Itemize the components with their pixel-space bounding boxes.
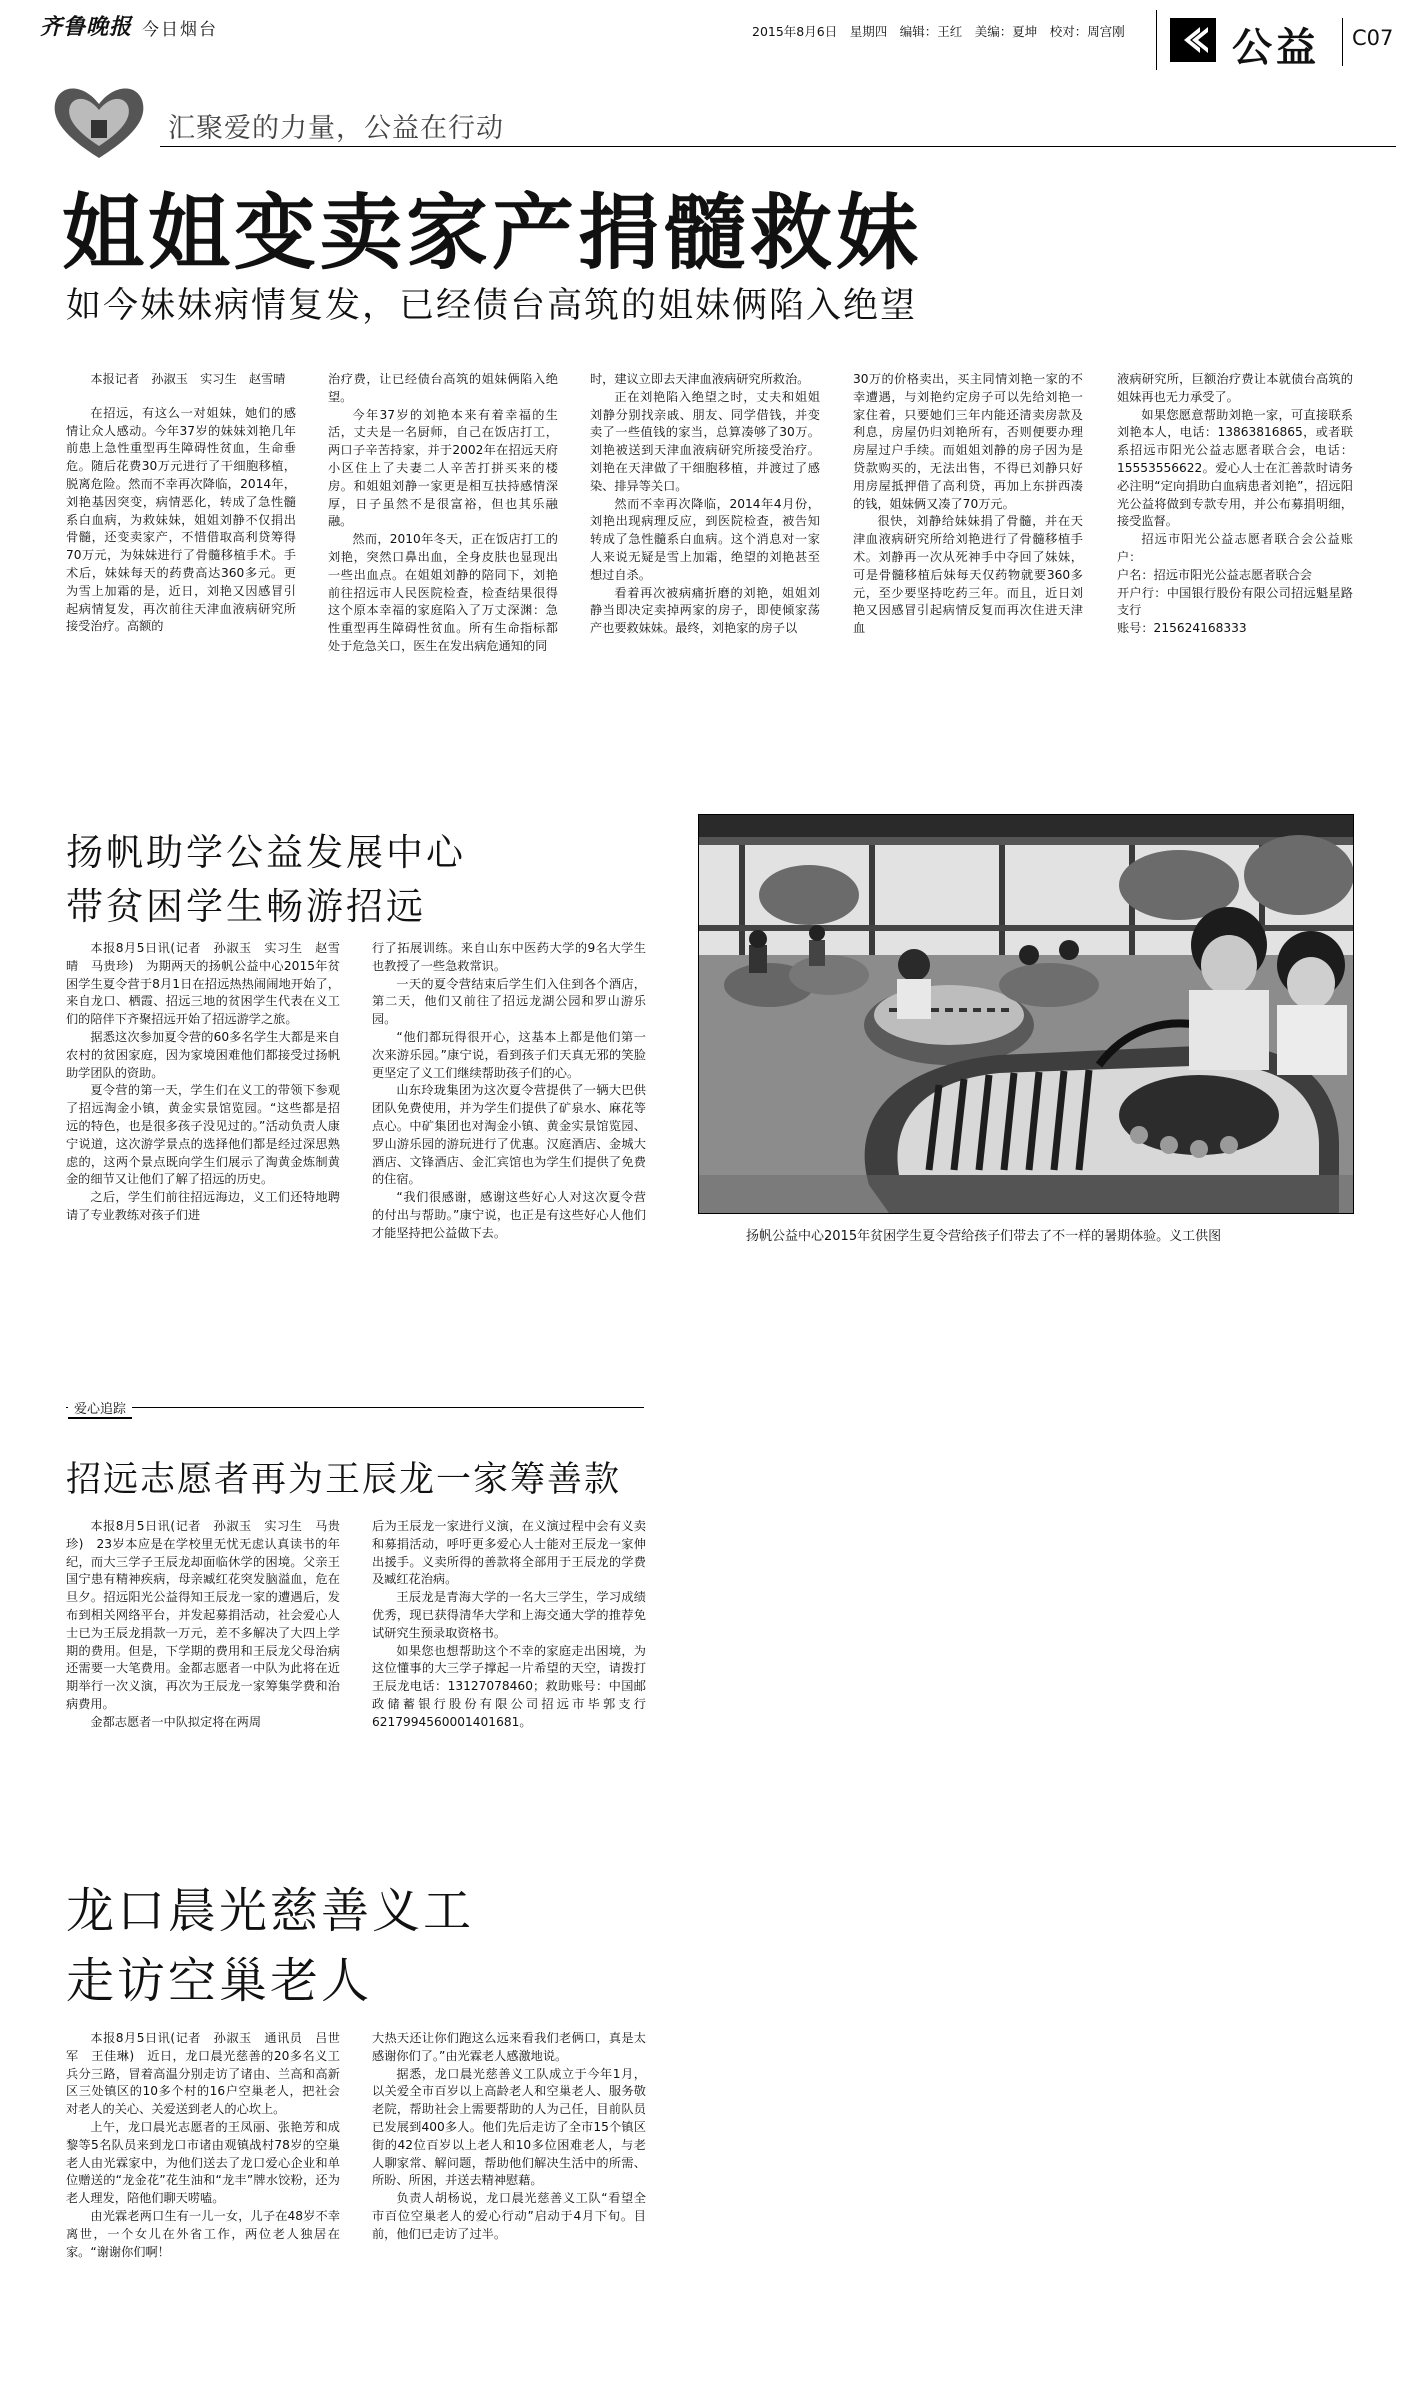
- article4-headline-line1: 龙口晨光慈善义工: [66, 1883, 475, 1939]
- article2-headline-line2: 带贫困学生畅游招远: [66, 885, 426, 928]
- article3-paragraph: 后为王辰龙一家进行义演，在义演过程中会有义卖和募捐活动，呼吁更多爱心人士能对王辰龙一家伸出援手。义卖所得的善款将全部用于王辰龙的学费及臧红花治病。: [372, 1519, 646, 1587]
- article4-paragraph: 本报8月5日讯(记者 孙淑玉 通讯员 吕世军 王佳琳) 近日，龙口晨光慈善的20多名义工兵分三路，冒着高温分别走访了诸由、兰高和高新区三处镇区的10多个村的16户空巢老人，把社会对老人的关心、关爱送到老人的心坎上。: [66, 2031, 340, 2117]
- article1-paragraph: 很快，刘静给妹妹捐了骨髓，并在天津血液病研究所给刘艳进行了骨髓移植手术。刘静再一次从死神手中夺回了妹妹，可是骨髓移植后妹每天仅药物就要360多元，至少要坚持吃药三年。而且，近日刘艳又因感冒引起病情反复而再次住进天津血: [853, 514, 1083, 636]
- article1-account-line: 户名：招远市阳光公益志愿者联合会: [1117, 567, 1312, 582]
- article1-paragraph: 30万的价格卖出，买主同情刘艳一家的不幸遭遇，与刘艳约定房子可以先给刘艳一家住着，只要她们三年内能还清卖房款及利息，房屋仍归刘艳所有，否则便要办理房屋过户手续。而姐姐刘静的房子因为是贷款购买的，无法出售，不得已刘静只好用房屋抵押借了高利贷，再加上东拼西凑的钱，姐妹俩又凑了70万元。: [853, 372, 1083, 511]
- article4-paragraph: 据悉，龙口晨光慈善义工队成立于今年1月，以关爱全市百岁以上高龄老人和空巢老人、服务敬老院，帮助社会上需要帮助的人为己任，目前队员已发展到400多人。他们先后走访了全市15个镇区街的42位百岁以上老人和10多位困难老人，与老人聊家常、解问题，帮助他们解决生活中的所需、所盼、所困，并送去精神慰藉。: [372, 2066, 646, 2188]
- masthead-section-title: 今日烟台: [142, 20, 218, 40]
- article1-account-line: 开户行：中国银行股份有限公司招远魁星路支行: [1117, 585, 1353, 618]
- article3-paragraph: 金都志愿者一中队拟定将在两周: [90, 1714, 262, 1729]
- article1-paragraph: 正在刘艳陷入绝望之时，丈夫和姐姐刘静分别找亲戚、朋友、同学借钱，并变卖了一些值钱的家当，总算凑够了30万。刘艳被送到天津血液病研究所接受治疗。刘艳在天津做了干细胞移植，并渡过了感染、排异等关口。: [590, 389, 820, 493]
- article3-column-1: [66, 1518, 340, 1838]
- article1-paragraph: 治疗费，让已经债台高筑的姐妹俩陷入绝望。: [328, 372, 558, 404]
- article1-column-1: [66, 371, 296, 771]
- article1-subheadline: 如今妹妹病情复发，已经债台高筑的姐妹俩陷入绝望: [66, 286, 918, 326]
- article2-paragraph: 夏令营的第一天，学生们在义工的带领下参观了招远淘金小镇，黄金实景馆览园。“这些都是招远的特色，也是很多孩子没见过的。”活动负责人康宁说道，这次游学景点的选择他们都是经过深思熟虑的，这两个景点既向学生们展示了淘黄金炼制黄金的细节又让他们了解了招远的历史。: [66, 1083, 340, 1187]
- slogan: 汇聚爱的力量，公益在行动: [168, 113, 504, 144]
- article3-paragraph: 如果您也想帮助这个不幸的家庭走出困境，为这位懂事的大三学子撑起一片希望的天空，请拨打王辰龙电话：13127078460；救助账号：中国邮政储蓄银行股份有限公司招远市毕郭支行6217994560001401681。: [372, 1643, 646, 1729]
- article2-paragraph: “我们很感谢，感谢这些好心人对这次夏令营的付出与帮助。”康宁说，也正是有这些好心人他们才能坚持把公益做下去。: [372, 1190, 646, 1240]
- article1-paragraph: 在招远，有这么一对姐妹，她们的感情让众人感动。今年37岁的妹妹刘艳几年前患上急性重型再生障碍性贫血，生命垂危。随后花费30万元进行了干细胞移植，脱离危险。然而不幸再次降临，2014年，刘艳基因突变，病情恶化，转成了急性髓系白血病，为救妹妹，姐姐刘静不仅捐出骨髓，还变卖家产，不惜借取高利贷筹得70万元，为妹妹进行了骨髓移植手术。手术后，妹妹每天的药费高达360多元。更为雪上加霜的是，近日，刘艳又因感冒引起病情复发，再次前往天津血液病研究所接受治疗。高额的: [66, 405, 296, 634]
- article4-headline-line2: 走访空巢老人: [66, 1953, 373, 2009]
- article2-paragraph: “他们都玩得很开心，这基本上都是他们第一次来游乐园。”康宁说，看到孩子们天真无邪的笑脸更坚定了义工们继续帮助孩子们的心。: [372, 1029, 646, 1080]
- article1-paragraph: 液病研究所，巨额治疗费让本就债台高筑的姐妹再也无力承受了。: [1117, 372, 1353, 404]
- article1-paragraph: 如果您愿意帮助刘艳一家，可直接联系刘艳本人，电话：13863816865，或者联系招远市阳光公益志愿者联合会，电话：15553556622。爱心人士在汇善款时请务必注明“定向捐助白血病患者刘艳”，招远阳光公益将做到专款专用，并公布募捐明细，接受监督。: [1117, 407, 1353, 529]
- article1-paragraph: 招远市阳光公益志愿者联合会公益账户：: [1117, 532, 1353, 564]
- article2-headline-line1: 扬帆助学公益发展中心: [66, 831, 466, 874]
- article2-paragraph: 一天的夏令营结束后学生们入住到各个酒店，第二天，他们又前往了招远龙湖公园和罗山游乐园。: [372, 976, 646, 1027]
- article2-paragraph: 据悉这次参加夏令营的60多名学生大都是来自农村的贫困家庭，因为家境困难他们都接受过扬帆助学团队的资助。: [66, 1029, 340, 1080]
- article1-paragraph: 然而不幸再次降临，2014年4月份，刘艳出现病理反应，到医院检查，被告知转成了急性髓系白血病。这个消息对一家人来说无疑是雪上加霜，绝望的刘艳甚至想过自杀。: [590, 496, 820, 582]
- article3-paragraph: 本报8月5日讯(记者 孙淑玉 实习生 马贵珍) 23岁本应是在学校里无忧无虑认真读书的年纪，而大三学子王辰龙却面临休学的困境。父亲王国宁患有精神疾病，母亲臧红花突发脑溢血，危在旦夕。招远阳光公益得知王辰龙一家的遭遇后，发布到相关网络平台，并发起募捐活动，社会爱心人士已为王辰龙捐款一万元，差不多解决了大四上学期的费用。但是，下学期的费用和王辰龙父母治病还需要一大笔费用。金都志愿者一中队为此将在近期举行一次义演，再次为王辰龙一家筹集学费和治病费用。: [66, 1519, 340, 1711]
- article3-rule: [66, 1407, 644, 1408]
- article2-paragraph: 山东玲珑集团为这次夏令营提供了一辆大巴供团队免费使用，并为学生们提供了矿泉水、麻花等点心。中矿集团也对淘金小镇、黄金实景馆览园、罗山游乐园的游玩进行了优惠。汉庭酒店、金城大酒店、文锋酒店、金汇宾馆也为学生们提供了免费的住宿。: [372, 1083, 646, 1187]
- article1-paragraph: 今年37岁的刘艳本来有着幸福的生活，丈夫是一名厨师，自己在饭店打工，两口子辛苦持家，并于2002年在招远天府小区住上了夫妻二人辛苦打拼买来的楼房。和姐姐刘静一家更是相互扶持感情深厚，日子虽然不是很富裕，但也其乐融融。: [328, 407, 558, 529]
- charity-logo-icon: [44, 76, 154, 166]
- article4-column-2: [372, 2030, 646, 2375]
- article3-headline: 招远志愿者再为王辰龙一家筹善款: [66, 1460, 622, 1500]
- article2-paragraph: 本报8月5日讯(记者 孙淑玉 实习生 赵雪晴 马贵珍) 为期两天的扬帆公益中心2015年贫困学生夏令营于8月1日在招远热热闹闹地开始了，来自龙口、栖霞、招远三地的贫困学生代表在义工们的陪伴下齐聚招远开始了招远游学之旅。: [66, 941, 340, 1027]
- article1-byline: 本报记者 孙淑玉 实习生 赵雪晴: [90, 372, 286, 386]
- article4-paragraph: 负责人胡杨说，龙口晨光慈善义工队“看望全市百位空巢老人的爱心行动”启动于4月下旬。目前，他们已走访了过半。: [372, 2191, 646, 2241]
- article1-paragraph: 然而，2010年冬天，正在饭店打工的刘艳，突然口鼻出血，全身皮肤也显现出一些出血点。在姐姐刘静的陪同下，刘艳前往招远市人民医院检查，检查结果很得这个原本幸福的家庭陷入了万丈深渊：急性重型再生障碍性贫血。所有生命指标都处于危急关口，医生在发出病危通知的同: [328, 532, 558, 653]
- article1-headline: 姐姐变卖家产捐髓救妹: [62, 186, 923, 281]
- article3-paragraph: 王辰龙是青海大学的一名大三学生，学习成绩优秀，现已获得清华大学和上海交通大学的推荐免试研究生预录取资格书。: [372, 1590, 646, 1640]
- section-chevron-icon: [1170, 18, 1216, 62]
- masthead-divider: [1156, 10, 1157, 70]
- article4-paragraph: 由光霖老两口生有一儿一女，儿子在48岁不幸离世，一个女儿在外省工作，两位老人独居在家。“谢谢你们啊！: [66, 2208, 340, 2259]
- article1-column-3: [590, 371, 820, 771]
- page-number-divider: [1342, 18, 1343, 66]
- article2-column-1: [66, 940, 340, 1382]
- article4-column-1: [66, 2030, 340, 2375]
- article2-paragraph: 行了拓展训练。来自山东中医药大学的9名大学生也教授了一些急救常识。: [372, 941, 646, 973]
- article2-photo: [698, 814, 1354, 1214]
- article2-column-2: [372, 940, 646, 1382]
- masthead-paper-name: 齐鲁晚报: [40, 14, 133, 40]
- article3-column-2: [372, 1518, 646, 1838]
- article2-paragraph: 之后，学生们前往招远海边，义工们还特地聘请了专业教练对孩子们进: [66, 1190, 340, 1222]
- article3-tag: 爱心追踪: [68, 1398, 132, 1419]
- article2-photo-caption: 扬帆公益中心2015年贫困学生夏令营给孩子们带去了不一样的暑期体验。义工供图: [746, 1229, 1222, 1244]
- masthead-date-line: 2015年8月6日 星期四 编辑：王红 美编：夏坤 校对：周宫刚: [752, 24, 1125, 39]
- section-name: 公益: [1232, 25, 1320, 71]
- article1-column-4: [853, 371, 1083, 771]
- article4-paragraph: 大热天还让你们跑这么远来看我们老俩口，真是太感谢你们了。”由光霖老人感激地说。: [372, 2031, 646, 2063]
- article1-paragraph: 时，建议立即去天津血液病研究所救治。: [590, 372, 810, 386]
- article1-column-2: [328, 371, 558, 771]
- article4-paragraph: 上午，龙口晨光志愿者的王凤丽、张艳芳和成黎等5名队员来到龙口市诸由观镇战村78岁的空巢老人由光霖家中，为他们送去了龙口爱心企业和单位赠送的“龙金花”花生油和“龙丰”牌水饺粉，还为老人理发，陪他们聊天唠嗑。: [66, 2119, 340, 2206]
- article1-account-line: 账号：215624168333: [1117, 621, 1247, 636]
- page-number: C07: [1352, 26, 1394, 50]
- article1-paragraph: 看着再次被病痛折磨的刘艳，姐姐刘静当即决定卖掉两家的房子，即使倾家荡产也要救妹妹。最终，刘艳家的房子以: [590, 585, 820, 636]
- masthead-rule: [160, 146, 1396, 147]
- article1-column-5: [1117, 371, 1353, 771]
